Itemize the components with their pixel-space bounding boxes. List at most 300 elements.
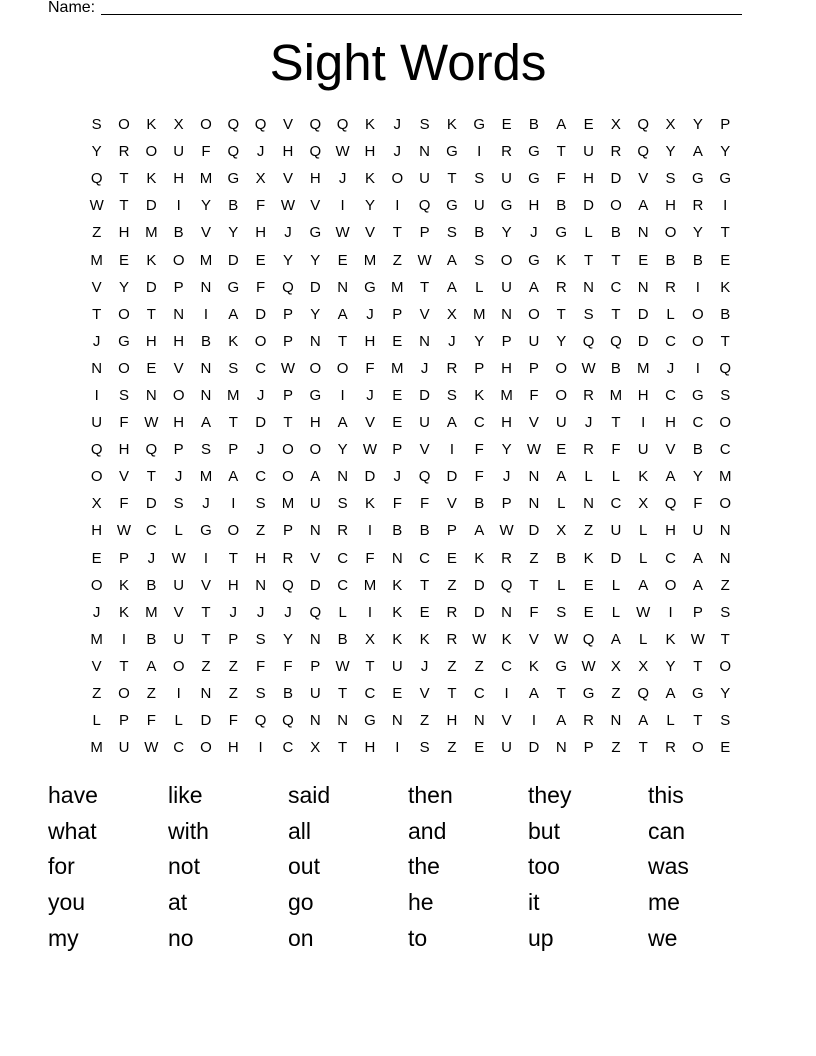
grid-letter[interactable]: H — [364, 143, 376, 161]
grid-letter[interactable]: L — [611, 468, 621, 486]
grid-letter[interactable]: T — [228, 549, 238, 567]
grid-letter[interactable]: F — [420, 495, 430, 513]
grid-letter[interactable]: G — [555, 657, 568, 675]
grid-letter[interactable]: P — [528, 359, 539, 377]
grid-letter[interactable]: X — [255, 170, 266, 188]
grid-letter[interactable]: A — [638, 197, 649, 215]
grid-letter[interactable]: O — [282, 468, 294, 486]
grid-letter[interactable]: X — [665, 116, 676, 134]
grid-letter[interactable]: F — [256, 278, 266, 296]
grid-letter[interactable]: M — [90, 251, 103, 269]
grid-letter[interactable]: V — [91, 657, 102, 675]
grid-letter[interactable]: W — [280, 359, 296, 377]
grid-letter[interactable]: C — [364, 685, 376, 703]
grid-letter[interactable]: H — [282, 143, 294, 161]
grid-letter[interactable]: K — [583, 549, 594, 567]
grid-letter[interactable]: T — [420, 278, 430, 296]
grid-letter[interactable]: Q — [719, 359, 732, 377]
grid-letter[interactable]: Y — [501, 441, 512, 459]
grid-letter[interactable]: F — [283, 657, 293, 675]
grid-letter[interactable]: Y — [556, 332, 567, 350]
grid-letter[interactable]: I — [367, 522, 373, 540]
grid-letter[interactable]: V — [364, 414, 375, 432]
grid-letter[interactable]: H — [364, 332, 376, 350]
grid-letter[interactable]: C — [610, 278, 622, 296]
grid-letter[interactable]: A — [556, 468, 567, 486]
grid-letter[interactable]: M — [145, 603, 158, 621]
grid-letter[interactable]: V — [118, 468, 129, 486]
grid-letter[interactable]: O — [90, 576, 103, 594]
grid-letter[interactable]: G — [446, 197, 458, 215]
grid-letter[interactable]: N — [309, 630, 321, 648]
grid-letter[interactable]: V — [282, 116, 293, 134]
grid-letter[interactable]: M — [473, 305, 486, 323]
grid-letter[interactable]: I — [367, 603, 373, 621]
grid-letter[interactable]: P — [720, 116, 731, 134]
grid-letter[interactable]: Z — [447, 576, 457, 594]
grid-letter[interactable]: I — [340, 386, 345, 404]
grid-letter[interactable]: J — [92, 332, 101, 350]
grid-letter[interactable]: H — [118, 441, 130, 459]
grid-letter[interactable]: M — [199, 468, 213, 486]
grid-letter[interactable]: R — [118, 143, 130, 161]
grid-letter[interactable]: Q — [500, 576, 513, 594]
grid-letter[interactable]: K — [392, 603, 403, 621]
grid-letter[interactable]: G — [692, 170, 704, 188]
grid-letter[interactable]: Q — [309, 603, 322, 621]
grid-letter[interactable]: E — [720, 251, 731, 269]
grid-letter[interactable]: V — [200, 576, 211, 594]
grid-letter[interactable]: S — [337, 495, 348, 513]
grid-letter[interactable]: C — [282, 739, 294, 757]
grid-letter[interactable]: N — [337, 468, 349, 486]
grid-letter[interactable]: H — [501, 414, 512, 432]
grid-letter[interactable]: G — [227, 278, 240, 296]
grid-letter[interactable]: P — [446, 522, 457, 540]
grid-letter[interactable]: U — [555, 414, 567, 432]
grid-letter[interactable]: T — [119, 197, 129, 215]
grid-letter[interactable]: L — [639, 522, 648, 540]
grid-letter[interactable]: O — [309, 359, 322, 377]
grid-letter[interactable]: D — [364, 468, 376, 486]
grid-letter[interactable]: J — [420, 657, 429, 675]
grid-letter[interactable]: O — [336, 359, 349, 377]
grid-letter[interactable]: H — [173, 332, 185, 350]
grid-letter[interactable]: N — [200, 685, 212, 703]
grid-letter[interactable]: T — [720, 224, 730, 242]
grid-letter[interactable]: K — [720, 278, 731, 296]
grid-letter[interactable]: O — [692, 305, 704, 323]
grid-letter[interactable]: R — [446, 630, 458, 648]
grid-letter[interactable]: Z — [583, 522, 594, 540]
grid-letter[interactable]: G — [364, 278, 376, 296]
grid-letter[interactable]: T — [146, 468, 156, 486]
grid-letter[interactable]: A — [528, 685, 539, 703]
grid-letter[interactable]: C — [473, 414, 485, 432]
grid-letter[interactable]: V — [446, 495, 457, 513]
grid-letter[interactable]: E — [583, 116, 594, 134]
grid-letter[interactable]: R — [337, 522, 349, 540]
grid-letter[interactable]: P — [118, 712, 129, 730]
grid-letter[interactable]: A — [692, 576, 703, 594]
grid-letter[interactable]: W — [472, 630, 487, 648]
grid-letter[interactable]: N — [309, 522, 321, 540]
grid-letter[interactable]: O — [500, 251, 513, 269]
grid-letter[interactable]: Q — [582, 332, 595, 350]
grid-letter[interactable]: F — [201, 143, 211, 161]
grid-letter[interactable]: T — [119, 170, 129, 188]
grid-letter[interactable]: H — [446, 712, 458, 730]
grid-letter[interactable]: T — [146, 305, 156, 323]
grid-letter[interactable]: O — [254, 332, 267, 350]
grid-letter[interactable]: O — [664, 224, 677, 242]
grid-letter[interactable]: J — [393, 468, 402, 486]
grid-letter[interactable]: W — [526, 441, 541, 459]
grid-letter[interactable]: Q — [637, 143, 650, 161]
grid-letter[interactable]: M — [391, 278, 404, 296]
grid-letter[interactable]: N — [145, 386, 157, 404]
grid-letter[interactable]: V — [173, 359, 184, 377]
grid-letter[interactable]: J — [584, 414, 593, 432]
grid-letter[interactable]: Y — [200, 197, 211, 215]
grid-letter[interactable]: S — [446, 224, 457, 242]
grid-letter[interactable]: W — [116, 522, 132, 540]
grid-letter[interactable]: P — [419, 224, 430, 242]
grid-letter[interactable]: U — [610, 522, 622, 540]
grid-letter[interactable]: T — [611, 305, 621, 323]
grid-letter[interactable]: R — [665, 739, 676, 757]
grid-letter[interactable]: K — [364, 495, 375, 513]
grid-letter[interactable]: V — [419, 441, 430, 459]
grid-letter[interactable]: T — [720, 630, 730, 648]
grid-letter[interactable]: O — [692, 332, 704, 350]
grid-letter[interactable]: N — [583, 278, 594, 296]
grid-letter[interactable]: P — [173, 441, 184, 459]
grid-letter[interactable]: T — [693, 712, 703, 730]
grid-letter[interactable]: I — [176, 197, 181, 215]
grid-letter[interactable]: H — [637, 386, 649, 404]
grid-letter[interactable]: Y — [692, 468, 703, 486]
grid-letter[interactable]: H — [309, 170, 321, 188]
grid-letter[interactable]: E — [392, 386, 403, 404]
grid-letter[interactable]: E — [255, 251, 266, 269]
grid-letter[interactable]: A — [528, 278, 539, 296]
grid-letter[interactable]: X — [173, 116, 184, 134]
grid-letter[interactable]: C — [337, 549, 349, 567]
grid-letter[interactable]: T — [338, 332, 348, 350]
grid-letter[interactable]: O — [172, 657, 185, 675]
grid-letter[interactable]: I — [203, 305, 209, 323]
grid-letter[interactable]: E — [446, 549, 457, 567]
grid-letter[interactable]: V — [364, 224, 375, 242]
grid-letter[interactable]: G — [309, 386, 322, 404]
grid-letter[interactable]: W — [417, 251, 432, 269]
grid-letter[interactable]: X — [638, 495, 649, 513]
grid-letter[interactable]: Z — [228, 657, 238, 675]
grid-letter[interactable]: M — [363, 251, 377, 269]
grid-letter[interactable]: X — [446, 305, 457, 323]
grid-letter[interactable]: Y — [337, 441, 348, 459]
grid-letter[interactable]: W — [144, 414, 159, 432]
grid-letter[interactable]: H — [173, 170, 185, 188]
grid-letter[interactable]: T — [693, 657, 703, 675]
grid-letter[interactable]: M — [90, 739, 103, 757]
grid-letter[interactable]: D — [309, 576, 321, 594]
grid-letter[interactable]: D — [255, 414, 267, 432]
grid-letter[interactable]: D — [637, 305, 649, 323]
grid-letter[interactable]: B — [665, 251, 676, 269]
grid-letter[interactable]: A — [610, 630, 621, 648]
grid-letter[interactable]: W — [690, 630, 705, 648]
grid-letter[interactable]: O — [719, 414, 732, 432]
grid-letter[interactable]: F — [556, 170, 566, 188]
grid-letter[interactable]: P — [501, 332, 512, 350]
grid-letter[interactable]: E — [583, 603, 594, 621]
grid-letter[interactable]: G — [555, 224, 568, 242]
grid-letter[interactable]: O — [118, 359, 130, 377]
grid-letter[interactable]: D — [446, 468, 458, 486]
grid-letter[interactable]: H — [528, 197, 540, 215]
grid-letter[interactable]: Y — [118, 278, 129, 296]
grid-letter[interactable]: W — [581, 359, 596, 377]
grid-letter[interactable]: K — [419, 630, 430, 648]
grid-letter[interactable]: O — [118, 685, 130, 703]
grid-letter[interactable]: O — [145, 143, 158, 161]
grid-letter[interactable]: H — [118, 224, 130, 242]
grid-letter[interactable]: H — [501, 359, 512, 377]
grid-letter[interactable]: S — [720, 603, 731, 621]
grid-letter[interactable]: J — [530, 224, 538, 242]
word-search-grid[interactable] — [83, 111, 739, 761]
grid-letter[interactable]: T — [611, 414, 621, 432]
grid-letter[interactable]: K — [446, 116, 457, 134]
grid-letter[interactable]: B — [528, 116, 539, 134]
grid-letter[interactable]: K — [146, 251, 157, 269]
grid-letter[interactable]: E — [392, 332, 403, 350]
grid-letter[interactable]: T — [638, 739, 648, 757]
name-underline[interactable] — [101, 13, 742, 15]
grid-letter[interactable]: T — [392, 224, 402, 242]
grid-letter[interactable]: V — [528, 630, 539, 648]
grid-letter[interactable]: L — [557, 495, 566, 513]
grid-letter[interactable]: G — [227, 170, 240, 188]
grid-letter[interactable]: N — [419, 143, 431, 161]
grid-letter[interactable]: A — [228, 468, 239, 486]
grid-letter[interactable]: B — [337, 630, 348, 648]
grid-letter[interactable]: G — [364, 712, 376, 730]
grid-letter[interactable]: O — [555, 359, 568, 377]
grid-letter[interactable]: S — [255, 685, 266, 703]
grid-letter[interactable]: S — [173, 495, 184, 513]
grid-letter[interactable]: K — [118, 576, 129, 594]
grid-letter[interactable]: N — [391, 712, 403, 730]
grid-letter[interactable]: V — [419, 305, 430, 323]
grid-letter[interactable]: C — [665, 386, 676, 404]
grid-letter[interactable]: Q — [418, 468, 431, 486]
grid-letter[interactable]: U — [118, 739, 130, 757]
grid-letter[interactable]: R — [583, 441, 594, 459]
grid-letter[interactable]: F — [474, 468, 484, 486]
grid-letter[interactable]: E — [337, 251, 348, 269]
grid-letter[interactable]: K — [474, 386, 485, 404]
grid-letter[interactable]: Y — [720, 685, 731, 703]
name-field[interactable] — [48, 0, 742, 17]
grid-letter[interactable]: B — [610, 359, 621, 377]
grid-letter[interactable]: Y — [310, 305, 321, 323]
grid-letter[interactable]: Z — [146, 685, 156, 703]
grid-letter[interactable]: J — [393, 143, 402, 161]
grid-letter[interactable]: K — [364, 170, 375, 188]
grid-letter[interactable]: U — [419, 414, 431, 432]
grid-letter[interactable]: Z — [611, 685, 621, 703]
grid-letter[interactable]: V — [310, 549, 321, 567]
grid-letter[interactable]: L — [666, 712, 675, 730]
grid-letter[interactable]: I — [641, 414, 646, 432]
grid-letter[interactable]: N — [719, 522, 731, 540]
grid-letter[interactable]: Z — [92, 685, 102, 703]
grid-letter[interactable]: R — [446, 603, 458, 621]
grid-letter[interactable]: M — [636, 359, 650, 377]
grid-letter[interactable]: Q — [637, 685, 650, 703]
grid-letter[interactable]: D — [227, 251, 239, 269]
grid-letter[interactable]: J — [666, 359, 675, 377]
grid-letter[interactable]: Z — [420, 712, 430, 730]
grid-letter[interactable]: I — [504, 685, 509, 703]
grid-letter[interactable]: O — [528, 305, 540, 323]
grid-letter[interactable]: R — [501, 549, 512, 567]
grid-letter[interactable]: S — [474, 170, 485, 188]
grid-letter[interactable]: C — [692, 414, 704, 432]
grid-letter[interactable]: J — [393, 116, 402, 134]
grid-letter[interactable]: F — [365, 359, 375, 377]
grid-letter[interactable]: N — [337, 278, 349, 296]
grid-letter[interactable]: U — [528, 332, 540, 350]
grid-letter[interactable]: C — [419, 549, 431, 567]
grid-letter[interactable]: C — [501, 657, 512, 675]
grid-letter[interactable]: U — [391, 657, 403, 675]
grid-letter[interactable]: N — [528, 495, 540, 513]
grid-letter[interactable]: M — [609, 386, 623, 404]
grid-letter[interactable]: Q — [282, 712, 294, 730]
grid-letter[interactable]: Q — [610, 332, 622, 350]
grid-letter[interactable]: N — [501, 305, 512, 323]
grid-letter[interactable]: H — [255, 549, 267, 567]
grid-letter[interactable]: P — [392, 441, 403, 459]
grid-letter[interactable]: O — [118, 305, 130, 323]
grid-letter[interactable]: D — [419, 386, 431, 404]
grid-letter[interactable]: B — [419, 522, 430, 540]
grid-letter[interactable]: F — [693, 495, 703, 513]
grid-letter[interactable]: E — [392, 414, 403, 432]
grid-letter[interactable]: A — [446, 278, 457, 296]
grid-letter[interactable]: Q — [336, 116, 349, 134]
grid-letter[interactable]: Z — [611, 739, 621, 757]
grid-letter[interactable]: L — [338, 603, 347, 621]
grid-letter[interactable]: R — [446, 359, 458, 377]
grid-letter[interactable]: A — [665, 468, 676, 486]
grid-letter[interactable]: R — [610, 143, 622, 161]
grid-letter[interactable]: D — [528, 739, 540, 757]
grid-letter[interactable]: U — [309, 495, 321, 513]
grid-letter[interactable]: B — [610, 224, 621, 242]
grid-letter[interactable]: O — [610, 197, 622, 215]
grid-letter[interactable]: O — [309, 441, 322, 459]
grid-letter[interactable]: N — [255, 576, 267, 594]
grid-letter[interactable]: Z — [447, 657, 457, 675]
grid-letter[interactable]: S — [419, 739, 430, 757]
grid-letter[interactable]: T — [447, 685, 457, 703]
grid-letter[interactable]: H — [665, 522, 676, 540]
grid-letter[interactable]: I — [695, 278, 700, 296]
grid-letter[interactable]: G — [528, 143, 540, 161]
grid-letter[interactable]: M — [90, 630, 103, 648]
grid-letter[interactable]: G — [582, 685, 595, 703]
grid-letter[interactable]: K — [556, 251, 567, 269]
grid-letter[interactable]: G — [719, 170, 732, 188]
grid-letter[interactable]: F — [119, 495, 129, 513]
grid-letter[interactable]: O — [719, 657, 732, 675]
grid-letter[interactable]: U — [583, 143, 594, 161]
grid-letter[interactable]: D — [528, 522, 540, 540]
grid-letter[interactable]: I — [668, 603, 673, 621]
grid-letter[interactable]: O — [282, 441, 294, 459]
grid-letter[interactable]: O — [200, 739, 212, 757]
grid-letter[interactable]: P — [282, 522, 293, 540]
grid-letter[interactable]: Z — [474, 657, 484, 675]
grid-letter[interactable]: G — [692, 685, 704, 703]
grid-letter[interactable]: Q — [227, 143, 240, 161]
grid-letter[interactable]: U — [501, 739, 512, 757]
grid-letter[interactable]: S — [720, 386, 731, 404]
grid-letter[interactable]: P — [692, 603, 703, 621]
grid-letter[interactable]: Q — [90, 441, 103, 459]
grid-letter[interactable]: X — [91, 495, 102, 513]
grid-letter[interactable]: K — [392, 576, 403, 594]
grid-letter[interactable]: Y — [665, 657, 676, 675]
grid-letter[interactable]: K — [146, 170, 157, 188]
grid-letter[interactable]: Q — [664, 495, 677, 513]
grid-letter[interactable]: K — [474, 549, 485, 567]
grid-letter[interactable]: T — [338, 685, 348, 703]
grid-letter[interactable]: L — [611, 576, 621, 594]
grid-letter[interactable]: W — [362, 441, 378, 459]
grid-letter[interactable]: B — [556, 549, 567, 567]
grid-letter[interactable]: Y — [282, 251, 293, 269]
grid-letter[interactable]: Q — [282, 576, 294, 594]
grid-letter[interactable]: I — [695, 359, 700, 377]
grid-letter[interactable]: S — [91, 116, 102, 134]
grid-letter[interactable]: Q — [637, 116, 650, 134]
grid-letter[interactable]: P — [228, 630, 239, 648]
grid-letter[interactable]: W — [554, 630, 569, 648]
grid-letter[interactable]: I — [477, 143, 482, 161]
grid-letter[interactable]: V — [91, 278, 102, 296]
grid-letter[interactable]: C — [665, 332, 676, 350]
grid-letter[interactable]: P — [474, 359, 485, 377]
grid-letter[interactable]: U — [637, 441, 649, 459]
grid-letter[interactable]: J — [338, 170, 347, 188]
grid-letter[interactable]: L — [666, 305, 675, 323]
grid-letter[interactable]: F — [228, 712, 238, 730]
grid-letter[interactable]: C — [173, 739, 185, 757]
grid-letter[interactable]: X — [610, 116, 621, 134]
grid-letter[interactable]: V — [638, 170, 649, 188]
grid-letter[interactable]: G — [500, 197, 513, 215]
grid-letter[interactable]: A — [638, 576, 649, 594]
grid-letter[interactable]: J — [502, 468, 511, 486]
grid-letter[interactable]: Z — [392, 251, 402, 269]
grid-letter[interactable]: L — [174, 712, 183, 730]
